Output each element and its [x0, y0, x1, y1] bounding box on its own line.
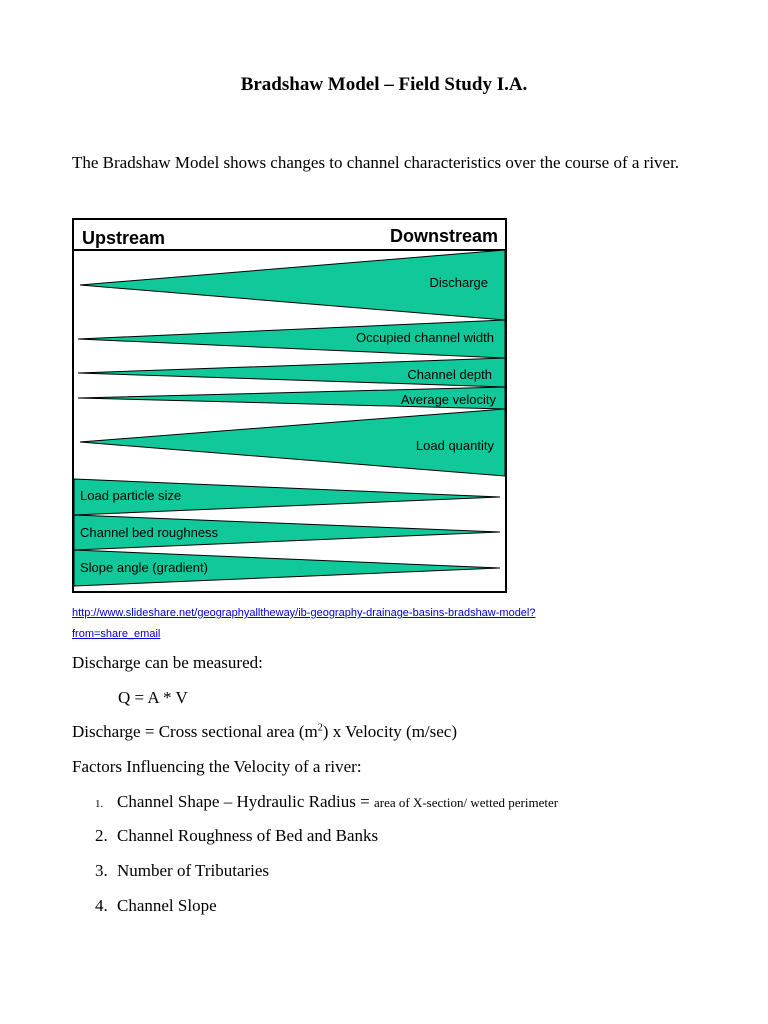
factor-text: Channel Shape – Hydraulic Radius = — [117, 792, 374, 811]
factor-small-text: area of X-section/ wetted perimeter — [373, 795, 559, 810]
load-quantity-label: Load quantity — [415, 438, 494, 453]
intro-paragraph: The Bradshaw Model shows changes to channel characteristics over the course of a river. — [72, 153, 680, 172]
factor-number: 4. — [95, 896, 108, 915]
factor-text: Channel Slope — [117, 896, 217, 915]
discharge-definition-sup: 2 — [317, 722, 323, 734]
factor-number: 1. — [95, 798, 104, 810]
source-link-line-1[interactable]: http://www.slideshare.net/geographyalltheway/ib-geography-drainage-basins-bradshaw-model? — [72, 607, 536, 619]
downstream-label: Downstream — [389, 226, 498, 246]
source-link[interactable] — [72, 603, 692, 645]
document-title: Bradshaw Model – Field Study I.A. — [240, 74, 528, 95]
channel-depth-label: Channel depth — [407, 367, 492, 382]
factor-item — [95, 861, 269, 881]
factor-item — [95, 792, 558, 812]
discharge-definition — [72, 722, 457, 742]
discharge-measured-text: Discharge can be measured: — [72, 653, 263, 672]
factor-text: Channel Roughness of Bed and Banks — [117, 826, 379, 845]
discharge-label: Discharge — [429, 275, 488, 290]
bradshaw-model-diagram — [72, 218, 507, 593]
discharge-definition-start: Discharge = Cross sectional area (m — [72, 722, 318, 741]
channel-bed-roughness-label: Channel bed roughness — [80, 525, 219, 540]
factor-item — [95, 896, 217, 916]
load-particle-size-label: Load particle size — [80, 488, 182, 503]
channel-width-label: Occupied channel width — [355, 330, 494, 345]
factor-number: 2. — [95, 826, 108, 845]
upstream-label: Upstream — [82, 228, 166, 248]
discharge-definition-end: ) x Velocity (m/sec) — [322, 722, 458, 741]
factors-heading: Factors Influencing the Velocity of a river: — [72, 757, 362, 776]
source-link-line-2[interactable]: from=share_email — [72, 628, 161, 640]
factor-text: Number of Tributaries — [117, 861, 270, 880]
average-velocity-label: Average velocity — [400, 392, 496, 407]
factor-number: 3. — [95, 861, 108, 880]
discharge-equation: Q = A * V — [118, 688, 188, 707]
slope-angle-label: Slope angle (gradient) — [80, 560, 208, 575]
factor-item — [95, 826, 378, 846]
